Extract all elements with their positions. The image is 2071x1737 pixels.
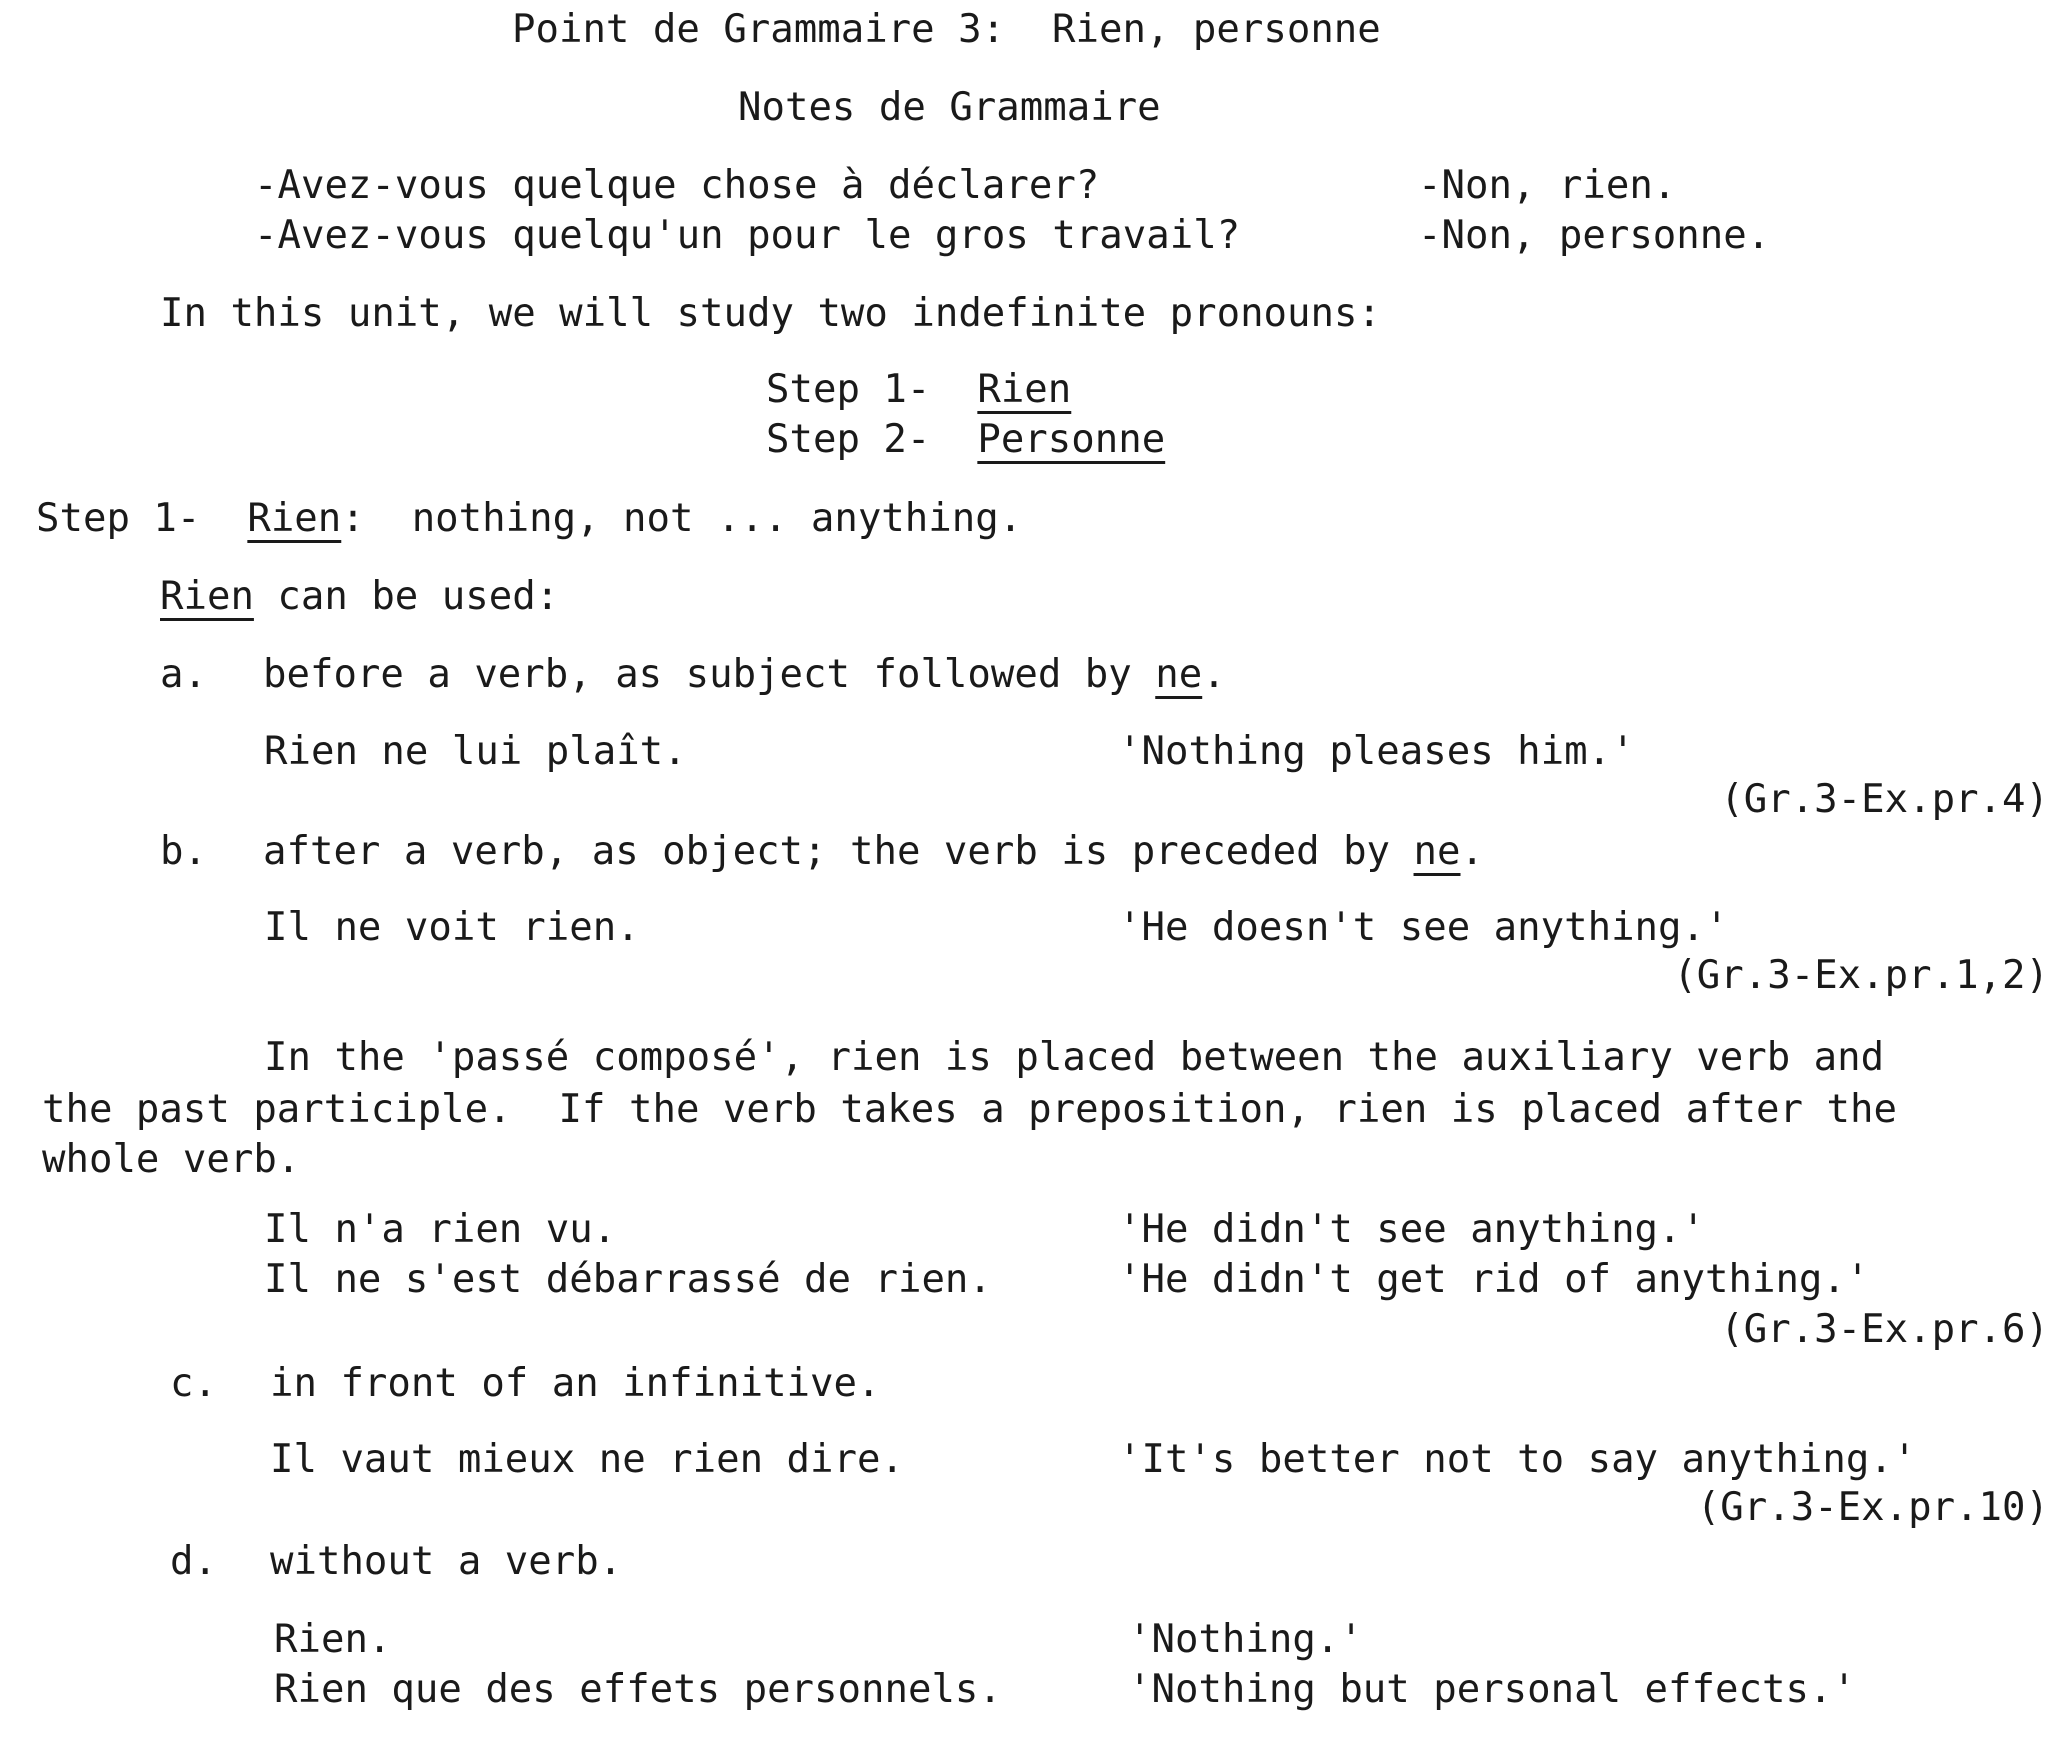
example-fr: Il n'a rien vu.	[264, 1207, 617, 1252]
use-d-text: without a verb.	[270, 1539, 623, 1584]
exercise-reference: (Gr.3-Ex.pr.6)	[1720, 1307, 2049, 1352]
step-list-item-1	[766, 367, 1072, 412]
example-fr: Rien que des effets personnels.	[274, 1667, 1002, 1712]
passe-compose-line-3: whole verb.	[42, 1137, 301, 1182]
step-term: Personne	[977, 417, 1166, 462]
page-title: Point de Grammaire 3: Rien, personne	[512, 7, 1381, 52]
example-fr: Il ne s'est débarrassé de rien.	[264, 1257, 992, 1302]
step1-heading	[36, 496, 1023, 541]
rien-usage-lead	[160, 574, 560, 619]
example-fr: Rien ne lui plaît.	[264, 729, 687, 774]
example-en: 'He didn't get rid of anything.'	[1118, 1257, 1870, 1302]
step-term: Rien	[977, 367, 1072, 412]
dialogue-question-1: -Avez-vous quelque chose à déclarer?	[254, 163, 1100, 208]
example-en: 'He didn't see anything.'	[1118, 1207, 1705, 1252]
dialogue-answer-2: -Non, personne.	[1418, 213, 1771, 258]
page-subtitle: Notes de Grammaire	[738, 85, 1161, 130]
example-fr: Il ne voit rien.	[264, 905, 640, 950]
example-en: 'Nothing.'	[1128, 1617, 1363, 1662]
dialogue-answer-1: -Non, rien.	[1418, 163, 1677, 208]
lead-term: Rien	[160, 574, 254, 619]
dialogue-question-2: -Avez-vous quelqu'un pour le gros travail?	[254, 213, 1241, 258]
use-a-letter: a.	[160, 652, 207, 697]
use-d-letter: d.	[170, 1539, 217, 1584]
exercise-reference: (Gr.3-Ex.pr.1,2)	[1673, 953, 2049, 998]
passe-compose-line-2: the past participle. If the verb takes a preposition, rien is placed after the	[42, 1087, 1897, 1132]
example-en: 'Nothing pleases him.'	[1118, 729, 1635, 774]
exercise-reference: (Gr.3-Ex.pr.10)	[1696, 1485, 2049, 1530]
use-c-letter: c.	[170, 1361, 217, 1406]
use-a-text: before a verb, as subject followed by ne.	[263, 652, 1226, 697]
exercise-reference: (Gr.3-Ex.pr.4)	[1720, 777, 2049, 822]
use-b-letter: b.	[160, 829, 207, 874]
step1-definition: : nothing, not ... anything.	[341, 496, 1023, 541]
step1-term: Rien	[247, 496, 342, 541]
example-en: 'He doesn't see anything.'	[1118, 905, 1729, 950]
example-en: 'It's better not to say anything.'	[1118, 1437, 1917, 1482]
step1-label: Step 1-	[36, 496, 201, 541]
use-b-text: after a verb, as object; the verb is preceded by ne.	[263, 829, 1484, 874]
example-en: 'Nothing but personal effects.'	[1128, 1667, 1856, 1712]
lead-rest: can be used:	[253, 574, 560, 619]
ne-term: ne	[1155, 652, 1203, 697]
step-label: Step 1-	[766, 367, 931, 412]
use-c-text: in front of an infinitive.	[270, 1361, 881, 1406]
example-fr: Rien.	[274, 1617, 392, 1662]
ne-term: ne	[1413, 829, 1461, 874]
step-list-item-2	[766, 417, 1166, 462]
step-label: Step 2-	[766, 417, 931, 462]
intro-text: In this unit, we will study two indefinite pronouns:	[160, 291, 1381, 336]
passe-compose-line-1: In the 'passé composé', rien is placed between the auxiliary verb and	[264, 1035, 1885, 1080]
example-fr: Il vaut mieux ne rien dire.	[270, 1437, 904, 1482]
